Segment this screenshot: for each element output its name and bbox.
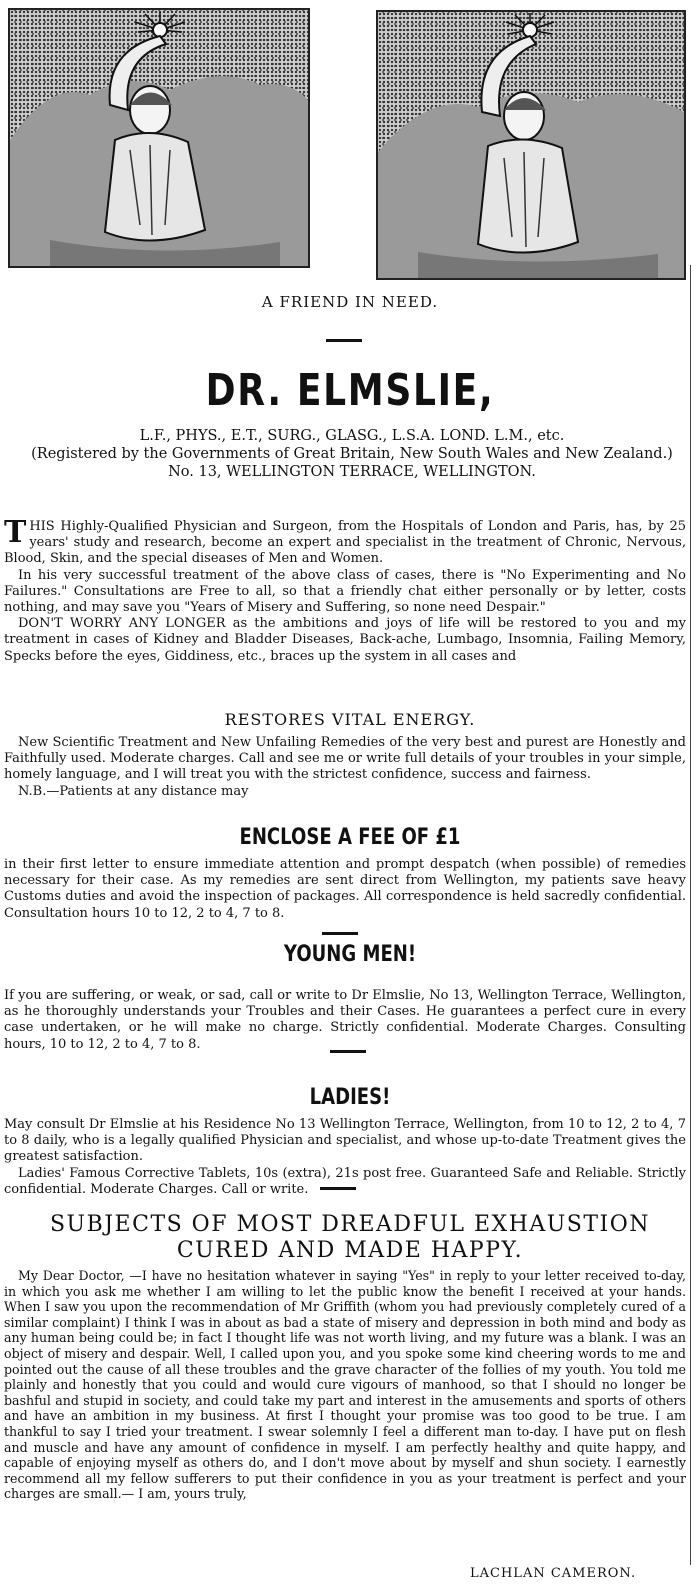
success-paragraph: In his very successful treatment of the above class of cases, there is "No Experimenting and No Failures." Consultations are Free to all, so that a friendly chat either personally or by letter, costs nothing, and may save you "Years of Misery and Suffering, so none need Despair." — [4, 567, 686, 616]
illustration-right — [376, 10, 686, 280]
men-paragraph: If you are suffering, or weak, or sad, call or write to Dr Elmslie, No 13, Wellington Terrace, Wellington, as he thoroughly understands your Troubles and their Cases. He guarantees a perfect cure in every case undertaken, or he will make no charge. Strictly confidential. Moderate Charges. Consulting hours, 10 to 12, 2 to 4, 7 to 8. — [4, 988, 686, 1052]
advert-title: DR. ELMSLIE, — [205, 365, 495, 416]
intro-paragraph: THIS Highly-Qualified Physician and Surgeon, from the Hospitals of London and Paris, has, by 25 years' study and research, become an expert and specialist in the treatment of Chronic, Nervous, Blood, Skin, and the special diseases of Men and Women. — [4, 515, 686, 567]
intro-section — [4, 515, 686, 665]
ladies-paragraph-1: May consult Dr Elmslie at his Residence No 13 Wellington Terrace, Wellington, from 10 to 12, 2 to 4, 7 to 8 daily, who is a legally qualified Physician and specialist, and whose up-to-date Treatment gives the greatest satisfaction. — [4, 1117, 686, 1165]
allegorical-figure-icon — [10, 10, 308, 266]
worry-paragraph: DON'T WORRY ANY LONGER as the ambitions and joys of life will be restored to you and my treatment in cases of Kidney and Bladder Diseases, Back-ache, Lumbago, Insomnia, Failing Memory, Specks before the eyes, Giddiness, etc., braces up the system in all cases and — [4, 616, 686, 664]
advert-subtitle: A FRIEND IN NEED. — [261, 293, 439, 311]
drop-cap: T — [4, 515, 27, 550]
divider-rule — [320, 1187, 356, 1190]
credentials-line-1: L.F., PHYS., E.T., SURG., GLASG., L.S.A. LOND. L.M., etc. — [139, 428, 565, 444]
nb-paragraph: N.B.—Patients at any distance may — [18, 783, 249, 799]
fee-paragraph: in their first letter to ensure immediate attention and prompt despatch (when possible) of remedies necessary for their case. As my remedies are sent direct from Wellington, my patients save heavy Customs duties and avoid the inspection of packages. All correspondence is held sacredly confidential. Consultation hours 10 to 12, 2 to 4, 7 to 8. — [4, 857, 686, 921]
address-line: No. 13, WELLINGTON TERRACE, WELLINGTON. — [168, 464, 536, 480]
fee-section — [4, 857, 686, 922]
ladies-paragraph-2: Ladies' Famous Corrective Tablets, 10s (extra), 21s post free. Guaranteed Safe and Reliable. Strictly confidential. Moderate Charges. Call or write. — [4, 1165, 686, 1197]
heading-vital-energy: RESTORES VITAL ENERGY. — [224, 710, 476, 729]
heading-subjects: SUBJECTS OF MOST DREADFUL EXHAUSTION CURED AND MADE HAPPY. — [49, 1212, 651, 1263]
heading-ladies: LADIES! — [309, 1085, 391, 1110]
ladies-section — [4, 1117, 686, 1198]
scientific-paragraph: New Scientific Treatment and New Unfailing Remedies of the very best and purest are Honestly and Faithfully used. Moderate charges. Call and see me or write full details of your troubles in your simple, homely language, and I will treat you with the strictest confidence, success and fairness. — [4, 735, 686, 783]
men-section — [4, 988, 686, 1053]
divider-rule — [330, 1050, 366, 1053]
allegorical-figure-icon — [378, 12, 684, 278]
testimonial-section — [4, 1268, 686, 1502]
testimonial-paragraph: My Dear Doctor, —I have no hesitation whatever in saying "Yes" in reply to your letter received to-day, in which you ask me whether I am willing to let the public know the benefit I received at your hands. When I saw you upon the recommendation of Mr Griffith (whom you had previously completely cured of a similar complaint) I think I was in about as bad a state of misery and depression in both mind and body as any human being could be; in fact I thought life was not worth living, and my future was a blank. I was an object of misery and despair. Well, I called upon you, and you spoke some kind cheering words to me and pointed out the cause of all these troubles and the grave character of the follies of my youth. You told me plainly and honestly that you could and would cure vigours of manhood, so that I should no longer be bashful and stupid in society, and could take my part and interest in the amusements and sports of others and have an ambition in my business. At first I thought your promise was too good to be true. I am thankful to say I tried your treatment. I swear solemnly I feel a different man to-day. I have put on flesh and muscle and have any amount of confidence in myself. I am perfectly healthy and quite happy, and capable of enjoying myself as others do, and I don't move about by myself and shun society. I earnestly recommend all my fellow sufferers to put their confidence in you as your treatment is perfect and your charges are small.— I am, yours truly, — [4, 1268, 686, 1502]
illustration-left — [8, 8, 310, 268]
heading-young-men: YOUNG MEN! — [283, 942, 417, 967]
credentials — [14, 427, 690, 481]
column-rule — [690, 265, 691, 1565]
scientific-section — [4, 735, 686, 800]
divider-rule — [326, 339, 362, 342]
credentials-line-2: (Registered by the Governments of Great Britain, New South Wales and New Zealand.) — [31, 446, 673, 462]
signature: LACHLAN CAMERON. — [470, 1566, 637, 1581]
divider-rule — [322, 932, 358, 935]
heading-enclose-fee: ENCLOSE A FEE OF £1 — [239, 825, 461, 850]
